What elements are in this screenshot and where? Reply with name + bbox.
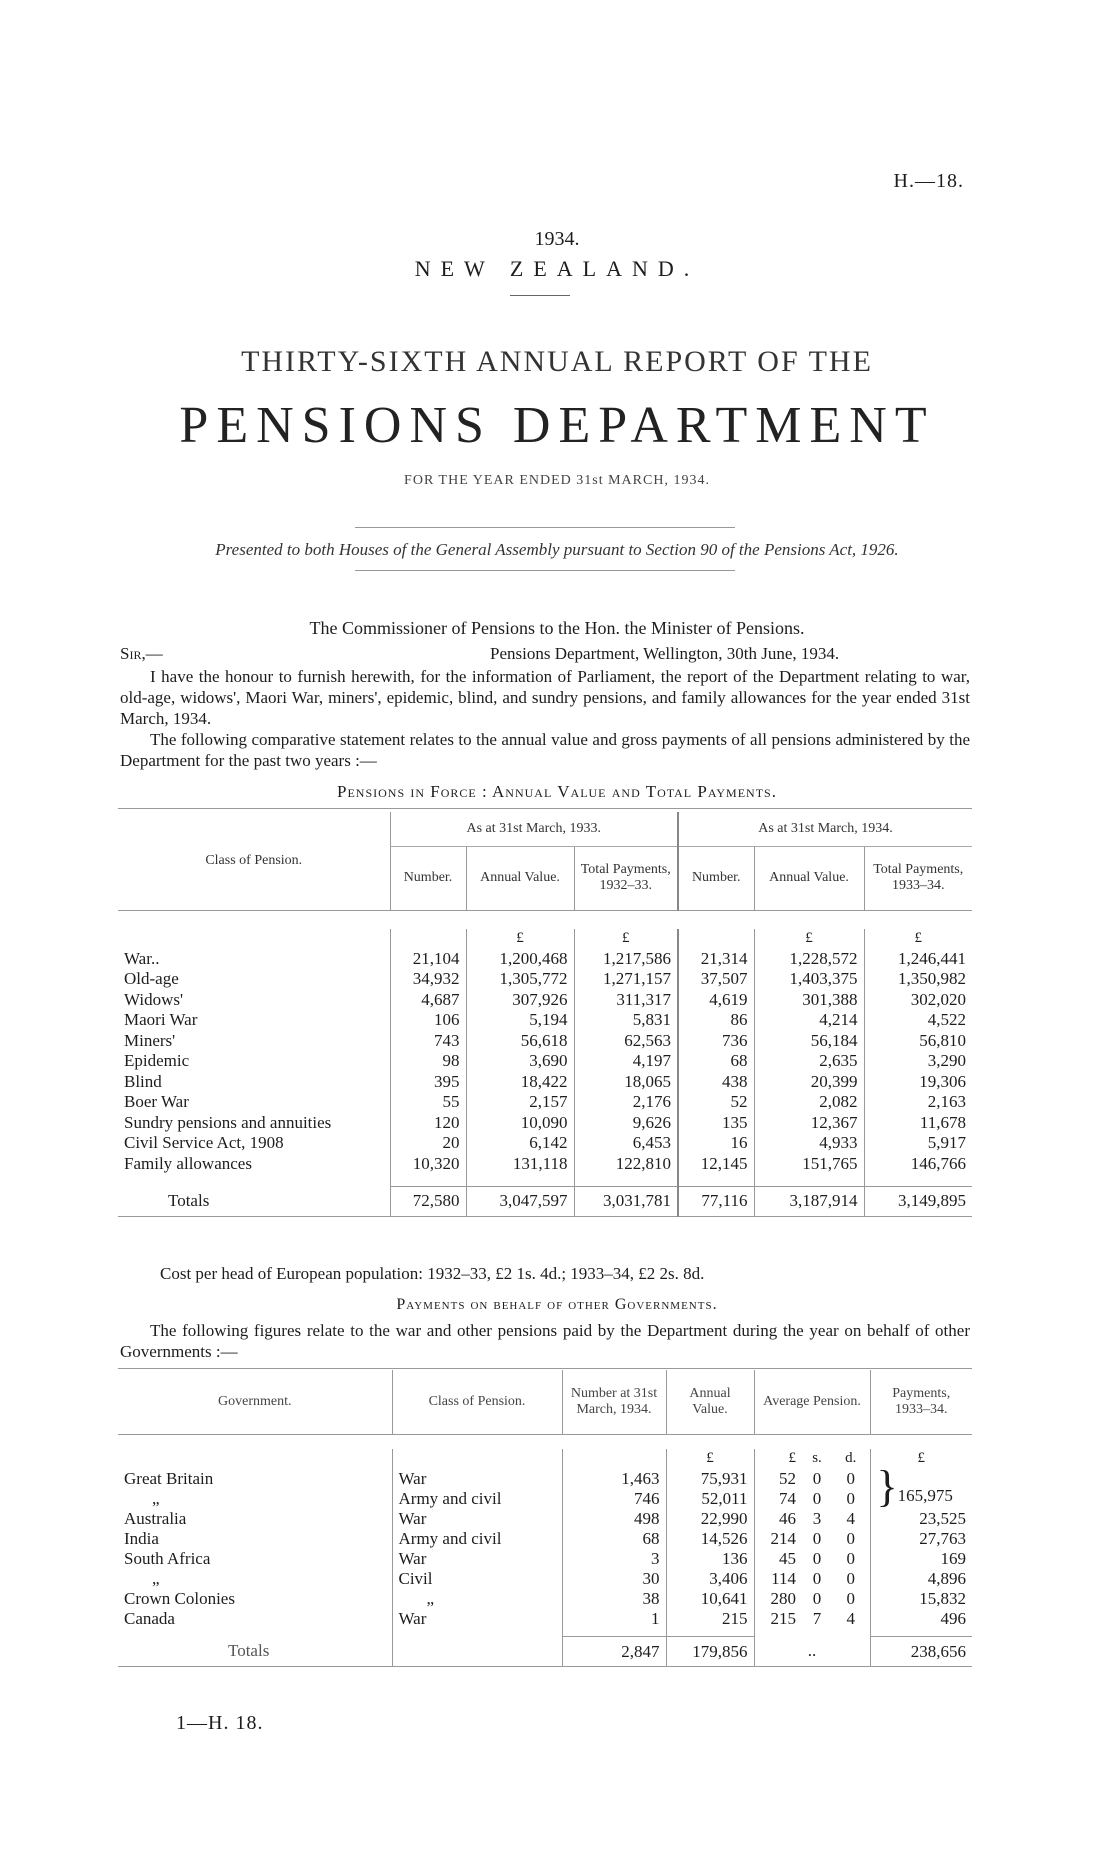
total-payments-1934: 3,149,895 <box>864 1186 972 1216</box>
payments-value: 15,832 <box>870 1589 972 1609</box>
annual-value-1933: 1,200,468 <box>466 949 574 970</box>
empty-cell <box>392 1637 562 1667</box>
number-1934: 438 <box>678 1072 754 1093</box>
table-row <box>118 969 972 990</box>
total-number: 2,847 <box>562 1637 666 1667</box>
table-row <box>118 1072 972 1093</box>
pound-unit: £ <box>870 1449 972 1469</box>
pound-unit: £ <box>864 929 972 949</box>
number-1933: 395 <box>390 1072 466 1093</box>
total-payments-1934: 3,290 <box>864 1051 972 1072</box>
total-payments-1934: 4,522 <box>864 1010 972 1031</box>
annual-value-1934: 56,184 <box>754 1031 864 1052</box>
table-row <box>118 1133 972 1154</box>
annual-value-1933: 10,090 <box>466 1113 574 1134</box>
total-payments-1933: 3,031,781 <box>574 1186 678 1216</box>
total-payments-1934: 1,246,441 <box>864 949 972 970</box>
annual-value-1933: 2,157 <box>466 1092 574 1113</box>
number-at-march: 1,463 <box>562 1469 666 1489</box>
average-shillings: 0 <box>812 1548 822 1568</box>
average-pence: 4 <box>846 1608 855 1628</box>
spacer-row <box>118 1174 972 1186</box>
report-title: THIRTY-SIXTH ANNUAL REPORT OF THE <box>241 345 873 378</box>
pound-unit: £ <box>754 1449 802 1469</box>
average-shillings: 0 <box>812 1528 822 1548</box>
average-pence: 0 <box>846 1548 855 1568</box>
payments-value: 169 <box>870 1549 972 1569</box>
section2-title: Payments on behalf of other Governments. <box>396 1296 718 1313</box>
report-period: FOR THE YEAR ENDED 31st MARCH, 1934. <box>404 473 710 488</box>
pound-unit: £ <box>574 929 678 949</box>
table-row <box>118 1031 972 1052</box>
average-pounds: 74 <box>754 1489 802 1509</box>
government-name: India <box>124 1528 159 1548</box>
average-pounds: 280 <box>754 1589 802 1609</box>
payments-value: 23,525 <box>870 1509 972 1529</box>
table-row <box>118 1589 972 1609</box>
divider <box>510 295 570 296</box>
pension-class: Army and civil <box>392 1489 562 1509</box>
pension-class-name: War.. <box>124 948 160 968</box>
annual-value-header-1933: Annual Value. <box>466 846 574 910</box>
number-1933: 10,320 <box>390 1154 466 1175</box>
number-at-march: 38 <box>562 1589 666 1609</box>
brace-symbol: } <box>876 1461 898 1511</box>
annual-value-1934: 4,214 <box>754 1010 864 1031</box>
annual-value-1933: 3,690 <box>466 1051 574 1072</box>
total-payments-1934: 5,917 <box>864 1133 972 1154</box>
pensions-in-force-table <box>118 812 972 1219</box>
page-footer: 1—H. 18. <box>176 1712 264 1734</box>
annual-value-1933: 56,618 <box>466 1031 574 1052</box>
number-1933: 106 <box>390 1010 466 1031</box>
total-number-1933: 72,580 <box>390 1186 466 1216</box>
total-payments-1934: 19,306 <box>864 1072 972 1093</box>
total-annual-value-1933: 3,047,597 <box>466 1186 574 1216</box>
number-1934: 52 <box>678 1092 754 1113</box>
total-payments-1933: 1,217,586 <box>574 949 678 970</box>
number-1933: 743 <box>390 1031 466 1052</box>
presented-statement: Presented to both Houses of the General Assembly pursuant to Section 90 of the Pensions Act, 1926. <box>215 540 899 559</box>
total-payments-1934: 302,020 <box>864 990 972 1011</box>
salutation: Sir,— <box>120 644 163 663</box>
pension-class-name: Epidemic <box>124 1051 190 1071</box>
shilling-unit: s. <box>812 1450 822 1466</box>
average-shillings: 0 <box>812 1468 822 1488</box>
table-row <box>118 1113 972 1134</box>
combined-payment-value: 165,975 <box>897 1485 953 1505</box>
number-1933: 120 <box>390 1113 466 1134</box>
pension-class-name: Sundry pensions and annuities <box>124 1112 332 1132</box>
total-payments-1933: 122,810 <box>574 1154 678 1175</box>
number-at-march-header: Number at 31st March, 1934. <box>562 1370 666 1434</box>
average-pounds: 46 <box>754 1509 802 1529</box>
pound-unit: £ <box>666 1449 754 1469</box>
totals-label: Totals <box>228 1641 270 1661</box>
average-shillings: 0 <box>812 1488 822 1508</box>
average-shillings: 0 <box>812 1588 822 1608</box>
class-of-pension-header: Class of Pension. <box>392 1370 562 1434</box>
annual-value-header: Annual Value. <box>666 1370 754 1434</box>
total-payments-1933: 1,271,157 <box>574 969 678 990</box>
document-reference: H.—18. <box>893 170 964 192</box>
government-name: Crown Colonies <box>124 1588 235 1608</box>
annual-value: 22,990 <box>666 1509 754 1529</box>
table-row <box>118 1549 972 1569</box>
average-pence: 0 <box>846 1568 855 1588</box>
payments-header: Payments, 1933–34. <box>870 1370 972 1434</box>
pension-class: War <box>392 1609 562 1629</box>
annual-value-1934: 1,403,375 <box>754 969 864 990</box>
annual-value: 215 <box>666 1609 754 1629</box>
total-average: .. <box>754 1637 870 1667</box>
average-pence: 0 <box>846 1468 855 1488</box>
divider <box>355 527 735 528</box>
annual-value-1934: 2,635 <box>754 1051 864 1072</box>
number-1933: 34,932 <box>390 969 466 990</box>
government-name: „ <box>152 1568 160 1588</box>
average-pounds: 214 <box>754 1529 802 1549</box>
number-header-1934: Number. <box>678 846 754 910</box>
table2-body <box>118 1461 972 1670</box>
table-row <box>118 1154 972 1175</box>
annual-value: 75,931 <box>666 1469 754 1489</box>
pension-class: Army and civil <box>392 1529 562 1549</box>
average-pence: 0 <box>846 1528 855 1548</box>
divider <box>355 570 735 571</box>
cost-per-head-note: Cost per head of European population: 1932–33, £2 1s. 4d.; 1933–34, £2 2s. 8d. <box>160 1264 705 1283</box>
average-shillings: 7 <box>812 1608 822 1628</box>
annual-value-1933: 307,926 <box>466 990 574 1011</box>
number-at-march: 68 <box>562 1529 666 1549</box>
annual-value: 14,526 <box>666 1529 754 1549</box>
pension-class-name: Civil Service Act, 1908 <box>124 1133 284 1153</box>
table1-top-rule <box>118 808 972 809</box>
total-annual-value-1934: 3,187,914 <box>754 1186 864 1216</box>
number-at-march: 30 <box>562 1569 666 1589</box>
pound-unit: £ <box>466 929 574 949</box>
average-pounds: 114 <box>754 1569 802 1589</box>
number-at-march: 1 <box>562 1609 666 1629</box>
average-pence: 4 <box>846 1508 855 1528</box>
group-1934-header: As at 31st March, 1934. <box>678 812 972 846</box>
annual-value-1933: 6,142 <box>466 1133 574 1154</box>
table-row <box>118 1569 972 1589</box>
annual-value: 52,011 <box>666 1489 754 1509</box>
annual-value-1933: 5,194 <box>466 1010 574 1031</box>
total-payments: 238,656 <box>870 1637 972 1667</box>
letter-paragraph-2: The following comparative statement relates to the annual value and gross payments of all pensions administered by the Department for the past two years :— <box>120 730 970 770</box>
group-1933-header: As at 31st March, 1933. <box>390 812 678 846</box>
annual-value-1933: 18,422 <box>466 1072 574 1093</box>
annual-value-1934: 12,367 <box>754 1113 864 1134</box>
payments-value: 4,896 <box>870 1569 972 1589</box>
table-row <box>118 1509 972 1529</box>
totals-label: Totals <box>168 1190 210 1210</box>
department-title: PENSIONS DEPARTMENT <box>179 397 935 454</box>
number-1933: 4,687 <box>390 990 466 1011</box>
government-name: South Africa <box>124 1548 211 1568</box>
average-pounds: 45 <box>754 1549 802 1569</box>
other-governments-table <box>118 1370 972 1669</box>
table-row <box>118 1469 972 1489</box>
total-payments-1933: 2,176 <box>574 1092 678 1113</box>
pension-class: War <box>392 1469 562 1489</box>
average-pounds: 215 <box>754 1609 802 1629</box>
total-number-1934: 77,116 <box>678 1186 754 1216</box>
payments-value: 27,763 <box>870 1529 972 1549</box>
total-payments-1933: 5,831 <box>574 1010 678 1031</box>
pension-class: War <box>392 1549 562 1569</box>
annual-value: 10,641 <box>666 1589 754 1609</box>
pound-unit: £ <box>754 929 864 949</box>
average-pence: 0 <box>846 1488 855 1508</box>
letter-paragraph-1: I have the honour to furnish herewith, for the information of Parliament, the report of the Department relating to war, old-age, widows', Maori War, miners', epidemic, blind, and sundry pensions, and family allowances for the year ended 31st March, 1934. <box>120 667 970 728</box>
total-payments-1933: 9,626 <box>574 1113 678 1134</box>
pence-unit: d. <box>845 1450 857 1466</box>
pension-class-name: Boer War <box>124 1092 189 1112</box>
payments-great-britain <box>870 1461 972 1511</box>
number-1934: 736 <box>678 1031 754 1052</box>
number-at-march: 3 <box>562 1549 666 1569</box>
number-1934: 21,314 <box>678 949 754 970</box>
total-payments-1933: 4,197 <box>574 1051 678 1072</box>
payments-value: 496 <box>870 1609 972 1629</box>
government-name: Australia <box>124 1508 187 1528</box>
number-1934: 37,507 <box>678 969 754 990</box>
table2-bottom-rule <box>118 1667 972 1670</box>
number-header-1933: Number. <box>390 846 466 910</box>
pension-class-name: Blind <box>124 1071 162 1091</box>
total-payments-1933: 6,453 <box>574 1133 678 1154</box>
average-pence: 0 <box>846 1588 855 1608</box>
number-1934: 16 <box>678 1133 754 1154</box>
annual-value-1933: 1,305,772 <box>466 969 574 990</box>
annual-value-1934: 4,933 <box>754 1133 864 1154</box>
totals-row <box>118 1186 972 1216</box>
number-1933: 55 <box>390 1092 466 1113</box>
total-payments-1934: 146,766 <box>864 1154 972 1175</box>
report-year: 1934. <box>534 228 580 250</box>
number-at-march: 746 <box>562 1489 666 1509</box>
pension-class-name: Old-age <box>124 969 179 989</box>
number-1934: 12,145 <box>678 1154 754 1175</box>
pension-class-name: Widows' <box>124 989 184 1009</box>
annual-value-header-1934: Annual Value. <box>754 846 864 910</box>
annual-value-1934: 20,399 <box>754 1072 864 1093</box>
number-1933: 20 <box>390 1133 466 1154</box>
number-at-march: 498 <box>562 1509 666 1529</box>
table-row <box>118 1051 972 1072</box>
table1-title: Pensions in Force : Annual Value and Total Payments. <box>337 782 777 801</box>
letter-address: Pensions Department, Wellington, 30th June, 1934. <box>490 644 840 663</box>
total-payments-1934: 1,350,982 <box>864 969 972 990</box>
average-shillings: 3 <box>812 1508 822 1528</box>
class-of-pension-header: Class of Pension. <box>205 852 303 868</box>
table-row <box>118 1092 972 1113</box>
total-annual-value: 179,856 <box>666 1637 754 1667</box>
country-heading: NEW ZEALAND. <box>414 256 700 281</box>
table-row <box>118 1529 972 1549</box>
average-pounds: 52 <box>754 1469 802 1489</box>
annual-value: 136 <box>666 1549 754 1569</box>
total-payments-1933: 311,317 <box>574 990 678 1011</box>
number-1933: 98 <box>390 1051 466 1072</box>
table-row <box>118 949 972 970</box>
section2-intro: The following figures relate to the war and other pensions paid by the Department during the year on behalf of other Governments :— <box>120 1321 970 1361</box>
total-payments-1934: 56,810 <box>864 1031 972 1052</box>
average-pension-header: Average Pension. <box>754 1370 870 1434</box>
table-row <box>118 1489 972 1509</box>
annual-value-1934: 301,388 <box>754 990 864 1011</box>
table-row <box>118 1609 972 1629</box>
table-row <box>118 1010 972 1031</box>
table1-body <box>118 949 972 1219</box>
total-payments-1934: 11,678 <box>864 1113 972 1134</box>
total-payments-header-1933: Total Payments, 1932–33. <box>574 846 678 910</box>
government-name: Great Britain <box>124 1468 214 1488</box>
annual-value-1933: 131,118 <box>466 1154 574 1175</box>
number-1933: 21,104 <box>390 949 466 970</box>
table2-top-rule <box>118 1368 972 1369</box>
number-1934: 4,619 <box>678 990 754 1011</box>
pension-class: War <box>392 1509 562 1529</box>
spacer-row <box>118 1629 972 1637</box>
letter-from-to: The Commissioner of Pensions to the Hon. the Minister of Pensions. <box>309 618 805 638</box>
average-shillings: 0 <box>812 1568 822 1588</box>
annual-value-1934: 2,082 <box>754 1092 864 1113</box>
table-row <box>118 990 972 1011</box>
totals-row <box>118 1637 972 1667</box>
table1-bottom-rule <box>118 1216 972 1219</box>
total-payments-header-1934: Total Payments, 1933–34. <box>864 846 972 910</box>
number-1934: 135 <box>678 1113 754 1134</box>
pension-class-name: Miners' <box>124 1030 176 1050</box>
number-1934: 86 <box>678 1010 754 1031</box>
annual-value: 3,406 <box>666 1569 754 1589</box>
pension-class: „ <box>392 1589 562 1609</box>
government-name: Canada <box>124 1608 175 1628</box>
annual-value-1934: 1,228,572 <box>754 949 864 970</box>
total-payments-1934: 2,163 <box>864 1092 972 1113</box>
number-1934: 68 <box>678 1051 754 1072</box>
annual-value-1934: 151,765 <box>754 1154 864 1175</box>
pension-class-name: Maori War <box>124 1010 198 1030</box>
total-payments-1933: 18,065 <box>574 1072 678 1093</box>
pension-class-name: Family allowances <box>124 1153 252 1173</box>
pension-class: Civil <box>392 1569 562 1589</box>
government-name: „ <box>152 1488 160 1508</box>
total-payments-1933: 62,563 <box>574 1031 678 1052</box>
government-header: Government. <box>218 1393 292 1409</box>
